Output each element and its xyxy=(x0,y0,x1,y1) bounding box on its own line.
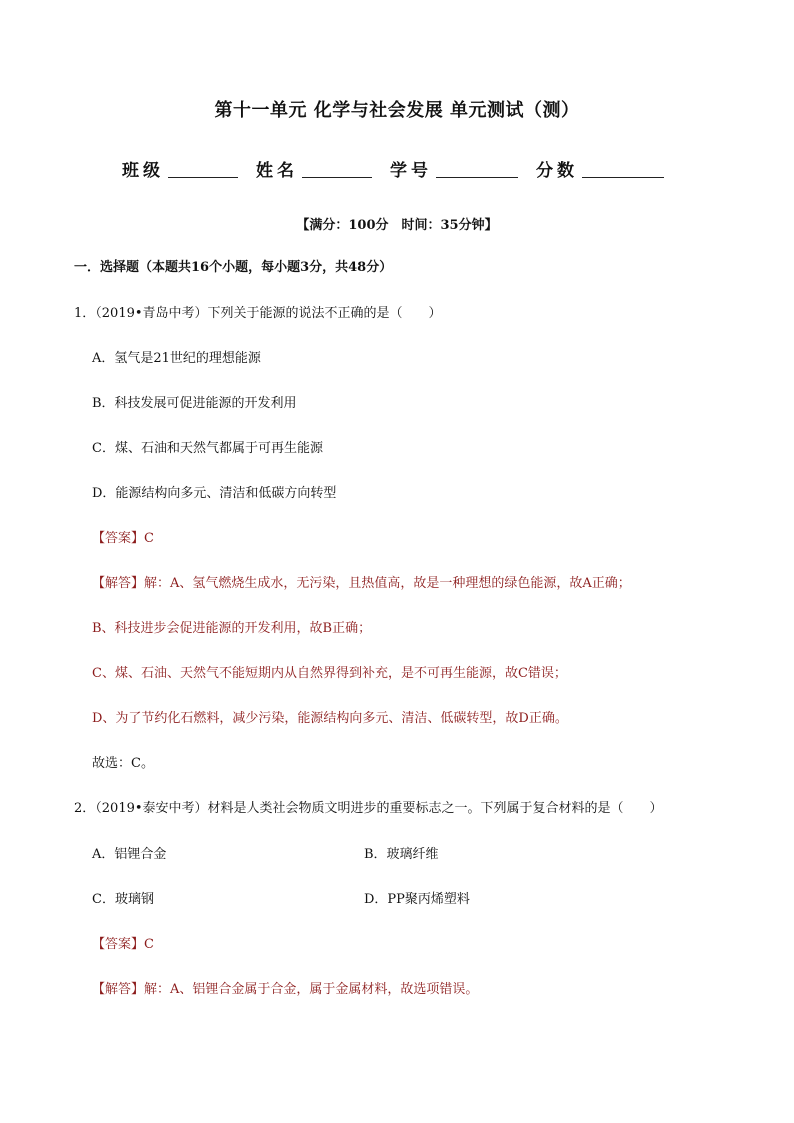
question-1-answer: 【答案】C xyxy=(92,531,154,546)
class-field xyxy=(122,156,238,181)
score-label: 分数 xyxy=(536,161,578,181)
question-1-explain-c: C、煤、石油、天然气不能短期内从自然界得到补充，是不可再生能源，故C错误； xyxy=(92,666,567,681)
question-1-option-b: B．科技发展可促进能源的开发利用 xyxy=(92,396,297,411)
section-heading: 一．选择题（本题共16个小题，每小题3分，共48分） xyxy=(74,260,393,275)
question-1-conclusion: 故选：C。 xyxy=(92,756,154,771)
question-1-explain-d: D、为了节约化石燃料，减少污染，能源结构向多元、清洁、低碳转型，故D正确。 xyxy=(92,711,568,726)
id-label: 学号 xyxy=(390,161,432,181)
id-field xyxy=(390,156,518,181)
question-1-option-d: D．能源结构向多元、清洁和低碳方向转型 xyxy=(92,486,337,501)
score-time-line: 【满分：100分 时间：35分钟】 xyxy=(296,218,498,233)
question-1-option-c: C．煤、石油和天然气都属于可再生能源 xyxy=(92,441,323,456)
student-info-row xyxy=(122,156,682,181)
question-1-stem: 1．（2019•青岛中考）下列关于能源的说法不正确的是（ ） xyxy=(74,306,442,321)
question-2-option-d: D．PP聚丙烯塑料 xyxy=(364,892,470,907)
question-1-explain-a: 【解答】解：A、氢气燃烧生成水，无污染，且热值高，故是一种理想的绿色能源，故A正确； xyxy=(92,576,631,591)
id-blank[interactable] xyxy=(436,176,518,178)
question-1-option-a: A．氢气是21世纪的理想能源 xyxy=(92,351,261,366)
score-blank[interactable] xyxy=(582,176,664,178)
name-blank[interactable] xyxy=(302,176,372,178)
question-2-explain: 【解答】解：A、铝锂合金属于合金，属于金属材料，故选项错误。 xyxy=(92,982,479,997)
class-blank[interactable] xyxy=(168,176,238,178)
name-label: 姓名 xyxy=(256,161,298,181)
page-title: 第十一单元 化学与社会发展 单元测试（测） xyxy=(214,100,580,121)
question-2-stem: 2．（2019•泰安中考）材料是人类社会物质文明进步的重要标志之一。下列属于复合材料的是（ ） xyxy=(74,801,663,816)
question-2-answer: 【答案】C xyxy=(92,937,154,952)
score-field xyxy=(536,156,664,181)
question-1-explain-b: B、科技进步会促进能源的开发利用，故B正确； xyxy=(92,621,372,636)
question-2-option-a: A．铝锂合金 xyxy=(92,847,167,862)
name-field xyxy=(256,156,372,181)
question-2-option-c: C．玻璃钢 xyxy=(92,892,154,907)
class-label: 班级 xyxy=(122,161,164,181)
question-2-option-b: B．玻璃纤维 xyxy=(364,847,439,862)
